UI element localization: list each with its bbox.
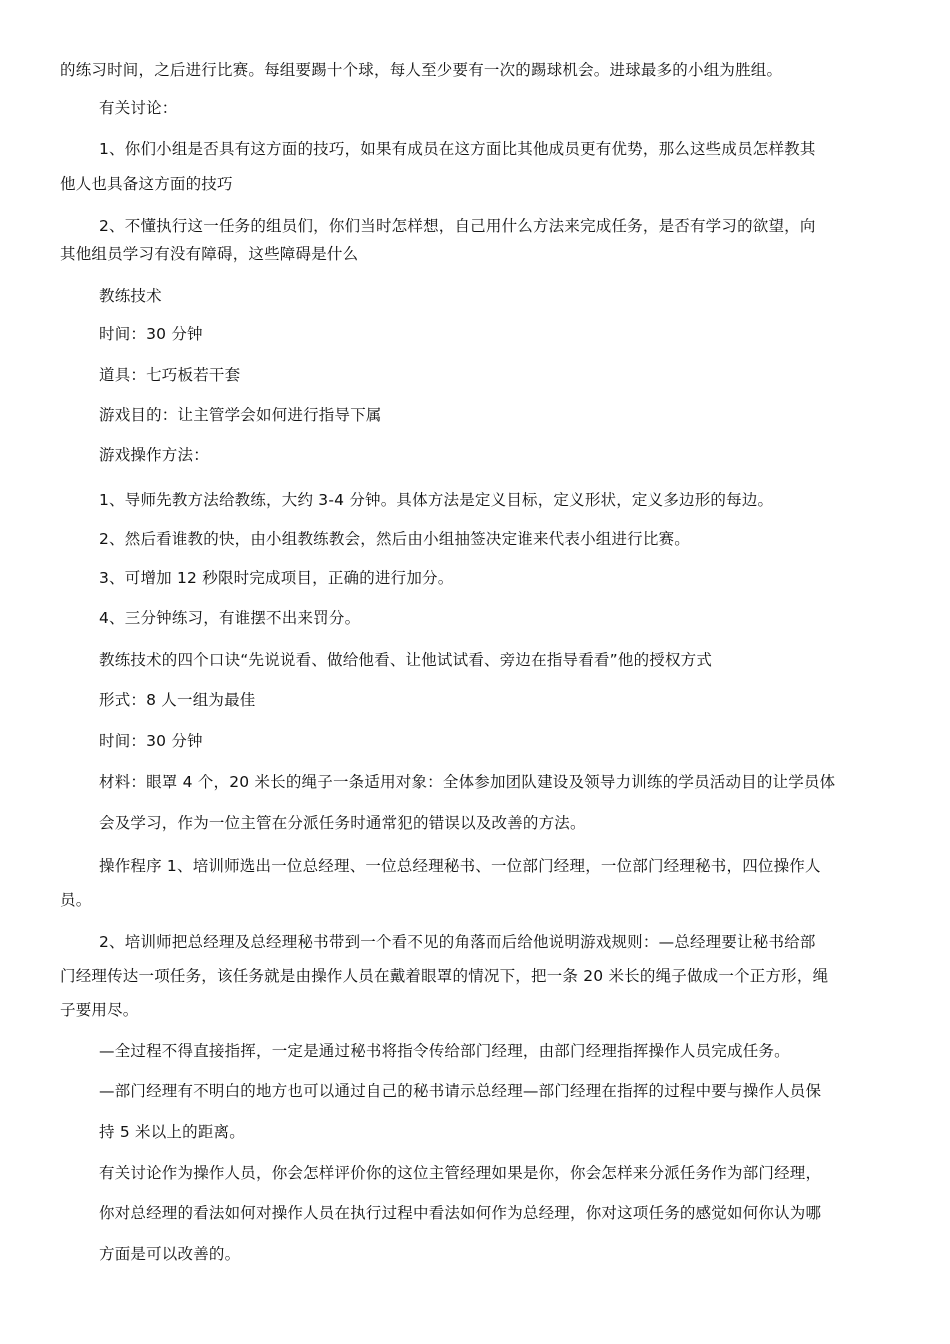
text-line: 其他组员学习有没有障碍，这些障碍是什么 bbox=[60, 245, 359, 263]
text-line: 道具：七巧板若干套 bbox=[99, 366, 241, 384]
text-line: 门经理传达一项任务，该任务就是由操作人员在戴着眼罩的情况下，把一条 20 米长的绳子做成一个正方形，绳 bbox=[60, 967, 829, 985]
text-line: 方面是可以改善的。 bbox=[99, 1245, 241, 1263]
text-line: 4、三分钟练习，有谁摆不出来罚分。 bbox=[99, 609, 361, 627]
text-line: 时间：30 分钟 bbox=[99, 325, 203, 343]
text-line: 2、然后看谁教的快，由小组教练教会，然后由小组抽签决定谁来代表小组进行比赛。 bbox=[99, 530, 690, 548]
text-line: 2、培训师把总经理及总经理秘书带到一个看不见的角落而后给他说明游戏规则：—总经理要让秘书给部 bbox=[99, 933, 816, 951]
text-line: 教练技术的四个口诀“先说说看、做给他看、让他试试看、旁边在指导看看”他的授权方式 bbox=[99, 651, 713, 669]
text-line: 2、不懂执行这一任务的组员们，你们当时怎样想，自己用什么方法来完成任务，是否有学习的欲望，向 bbox=[99, 217, 816, 235]
text-line: 他人也具备这方面的技巧 bbox=[60, 175, 233, 193]
text-line: 材料：眼罩 4 个，20 米长的绳子一条适用对象：全体参加团队建设及领导力训练的学员活动目的让学员体 bbox=[99, 773, 836, 791]
text-line: 游戏目的：让主管学会如何进行指导下属 bbox=[99, 406, 382, 424]
text-line: 教练技术 bbox=[99, 287, 162, 305]
text-line: 1、你们小组是否具有这方面的技巧，如果有成员在这方面比其他成员更有优势，那么这些成员怎样教其 bbox=[99, 140, 816, 158]
text-line: 的练习时间，之后进行比赛。每组要踢十个球，每人至少要有一次的踢球机会。进球最多的小组为胜组。 bbox=[60, 61, 783, 79]
text-line: 会及学习，作为一位主管在分派任务时通常犯的错误以及改善的方法。 bbox=[99, 814, 586, 832]
text-line: 有关讨论作为操作人员，你会怎样评价你的这位主管经理如果是你，你会怎样来分派任务作为部门经理， bbox=[99, 1164, 822, 1182]
text-line: 子要用尽。 bbox=[60, 1001, 139, 1019]
text-line: 时间：30 分钟 bbox=[99, 732, 203, 750]
text-line: 有关讨论： bbox=[99, 99, 178, 117]
text-line: 操作程序 1、培训师选出一位总经理、一位总经理秘书、一位部门经理，一位部门经理秘书，四位操作人 bbox=[99, 857, 821, 875]
text-line: 3、可增加 12 秒限时完成项目，正确的进行加分。 bbox=[99, 569, 454, 587]
text-line: —全过程不得直接指挥，一定是通过秘书将指令传给部门经理，由部门经理指挥操作人员完成任务。 bbox=[99, 1042, 790, 1060]
text-line: —部门经理有不明白的地方也可以通过自己的秘书请示总经理—部门经理在指挥的过程中要与操作人员保 bbox=[99, 1082, 822, 1100]
text-line: 持 5 米以上的距离。 bbox=[99, 1123, 245, 1141]
text-line: 1、导师先教方法给教练，大约 3-4 分钟。具体方法是定义目标，定义形状，定义多边形的每边。 bbox=[99, 491, 774, 509]
text-line: 员。 bbox=[60, 891, 92, 909]
text-line: 游戏操作方法： bbox=[99, 446, 209, 464]
text-line: 形式：8 人一组为最佳 bbox=[99, 691, 256, 709]
text-line: 你对总经理的看法如何对操作人员在执行过程中看法如何作为总经理，你对这项任务的感觉如何你认为哪 bbox=[99, 1204, 822, 1222]
